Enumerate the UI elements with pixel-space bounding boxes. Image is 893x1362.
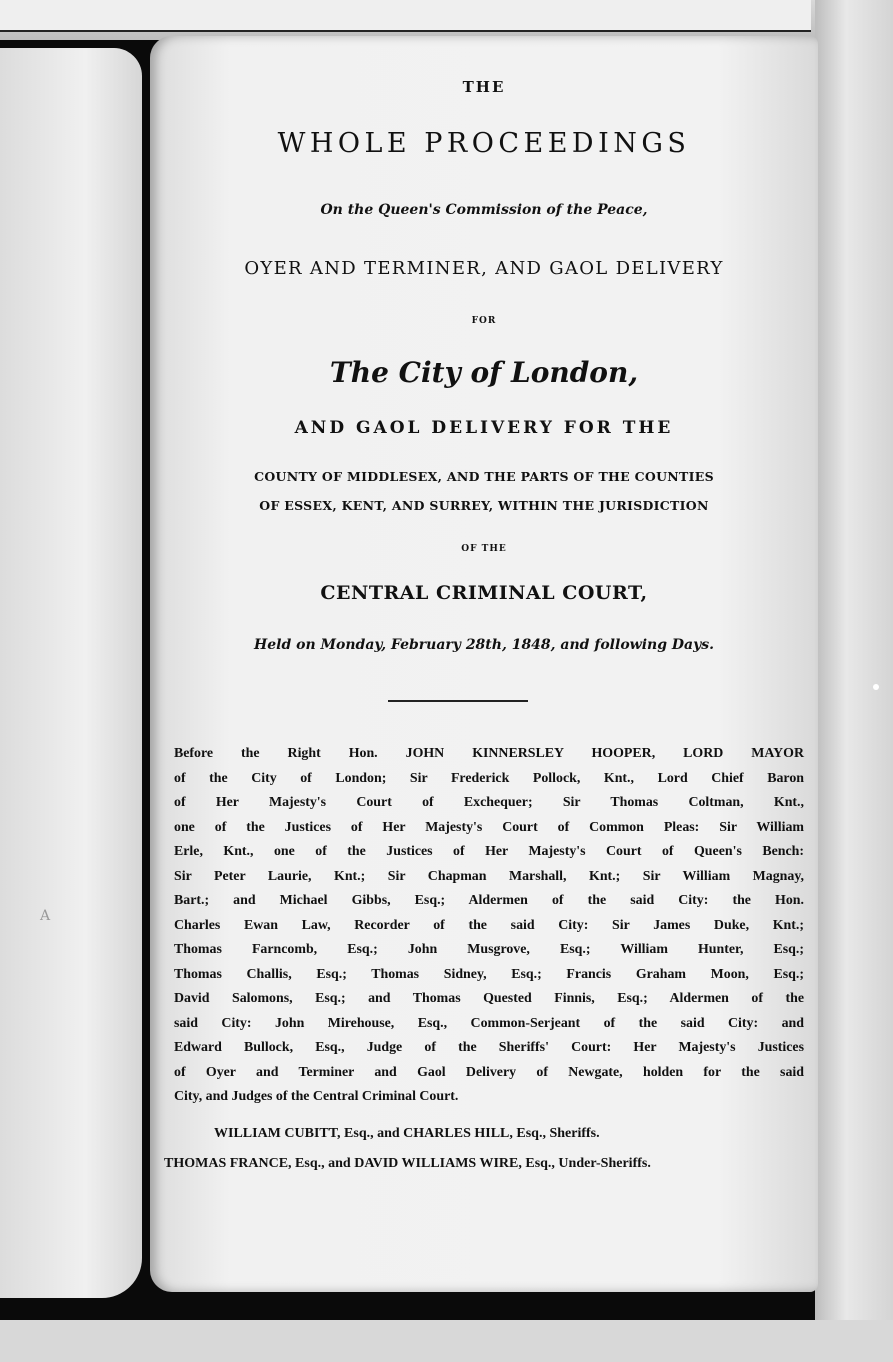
title-held-date: Held on Monday, February 28th, 1848, and following Days. xyxy=(254,637,714,653)
paragraph-line: of Her Majesty's Court of Exchequer; Sir Thomas Coltman, Knt., xyxy=(174,795,804,810)
title-for: FOR xyxy=(471,316,497,326)
paragraph-line: of Oyer and Terminer and Gaol Delivery of Newgate, holden for the said xyxy=(174,1064,804,1080)
title-page xyxy=(150,36,818,1292)
scan-right-edge xyxy=(815,0,893,1362)
paragraph-line: Thomas Challis, Esq.; Thomas Sidney, Esq.; Francis Graham Moon, Esq.; xyxy=(174,966,804,982)
paragraph-line: Edward Bullock, Esq., Judge of the Sheriffs' Court: Her Majesty's Justices xyxy=(174,1040,804,1055)
title-of-the: OF THE xyxy=(461,544,507,554)
title-oyer: OYER AND TERMINER, AND GAOL DELIVERY xyxy=(244,258,724,279)
paragraph-line: City, and Judges of the Central Criminal Court. xyxy=(174,1089,459,1104)
paragraph-line: Charles Ewan Law, Recorder of the said City: Sir James Duke, Knt.; xyxy=(174,917,804,933)
title-county-line-1: COUNTY OF MIDDLESEX, AND THE PARTS OF THE COUNTIES xyxy=(254,469,714,484)
under-sheriffs-line: THOMAS FRANCE, Esq., and DAVID WILLIAMS WIRE, Esq., Under-Sheriffs. xyxy=(164,1156,651,1171)
paragraph-line: of the City of London; Sir Frederick Pollock, Knt., Lord Chief Baron xyxy=(174,770,804,786)
scan-bottom-strip xyxy=(0,1320,893,1362)
facing-page-text: A xyxy=(40,908,59,924)
paragraph-line: said City: John Mirehouse, Esq., Common-Serjeant of the said City: and xyxy=(174,1015,804,1031)
paragraph-line: Thomas Farncomb, Esq.; John Musgrove, Esq.; William Hunter, Esq.; xyxy=(174,942,804,957)
paragraph-line: Before the Right Hon. JOHN KINNERSLEY HOOPER, LORD MAYOR xyxy=(174,746,804,761)
paragraph-line: Erle, Knt., one of the Justices of Her Majesty's Court of Queen's Bench: xyxy=(174,844,804,859)
title-court: CENTRAL CRIMINAL COURT, xyxy=(320,582,648,604)
divider-rule xyxy=(388,700,528,702)
facing-page xyxy=(0,48,142,1298)
sheriffs-line: WILLIAM CUBITT, Esq., and CHARLES HILL, Esq., Sheriffs. xyxy=(214,1126,600,1141)
title-commission: On the Queen's Commission of the Peace, xyxy=(320,202,648,218)
paragraph-line: David Salomons, Esq.; and Thomas Quested Finnis, Esq.; Aldermen of the xyxy=(174,991,804,1006)
scan-top-strip xyxy=(0,0,893,40)
paragraph-line: Bart.; and Michael Gibbs, Esq.; Aldermen of the said City: the Hon. xyxy=(174,893,804,908)
paragraph-line: one of the Justices of Her Majesty's Court of Common Pleas: Sir William xyxy=(174,819,804,835)
title-gaol: AND GAOL DELIVERY FOR THE xyxy=(294,418,674,438)
title-city: The City of London, xyxy=(329,356,639,389)
title-county-line-2: OF ESSEX, KENT, AND SURREY, WITHIN THE JURISDICTION xyxy=(259,498,709,513)
title-main: WHOLE PROCEEDINGS xyxy=(277,128,691,159)
dust-speck xyxy=(873,684,879,690)
page-fold xyxy=(0,0,811,32)
commission-paragraph xyxy=(174,742,804,1110)
paragraph-line: Sir Peter Laurie, Knt.; Sir Chapman Marshall, Knt.; Sir William Magnay, xyxy=(174,868,804,884)
title-the: THE xyxy=(462,78,506,96)
